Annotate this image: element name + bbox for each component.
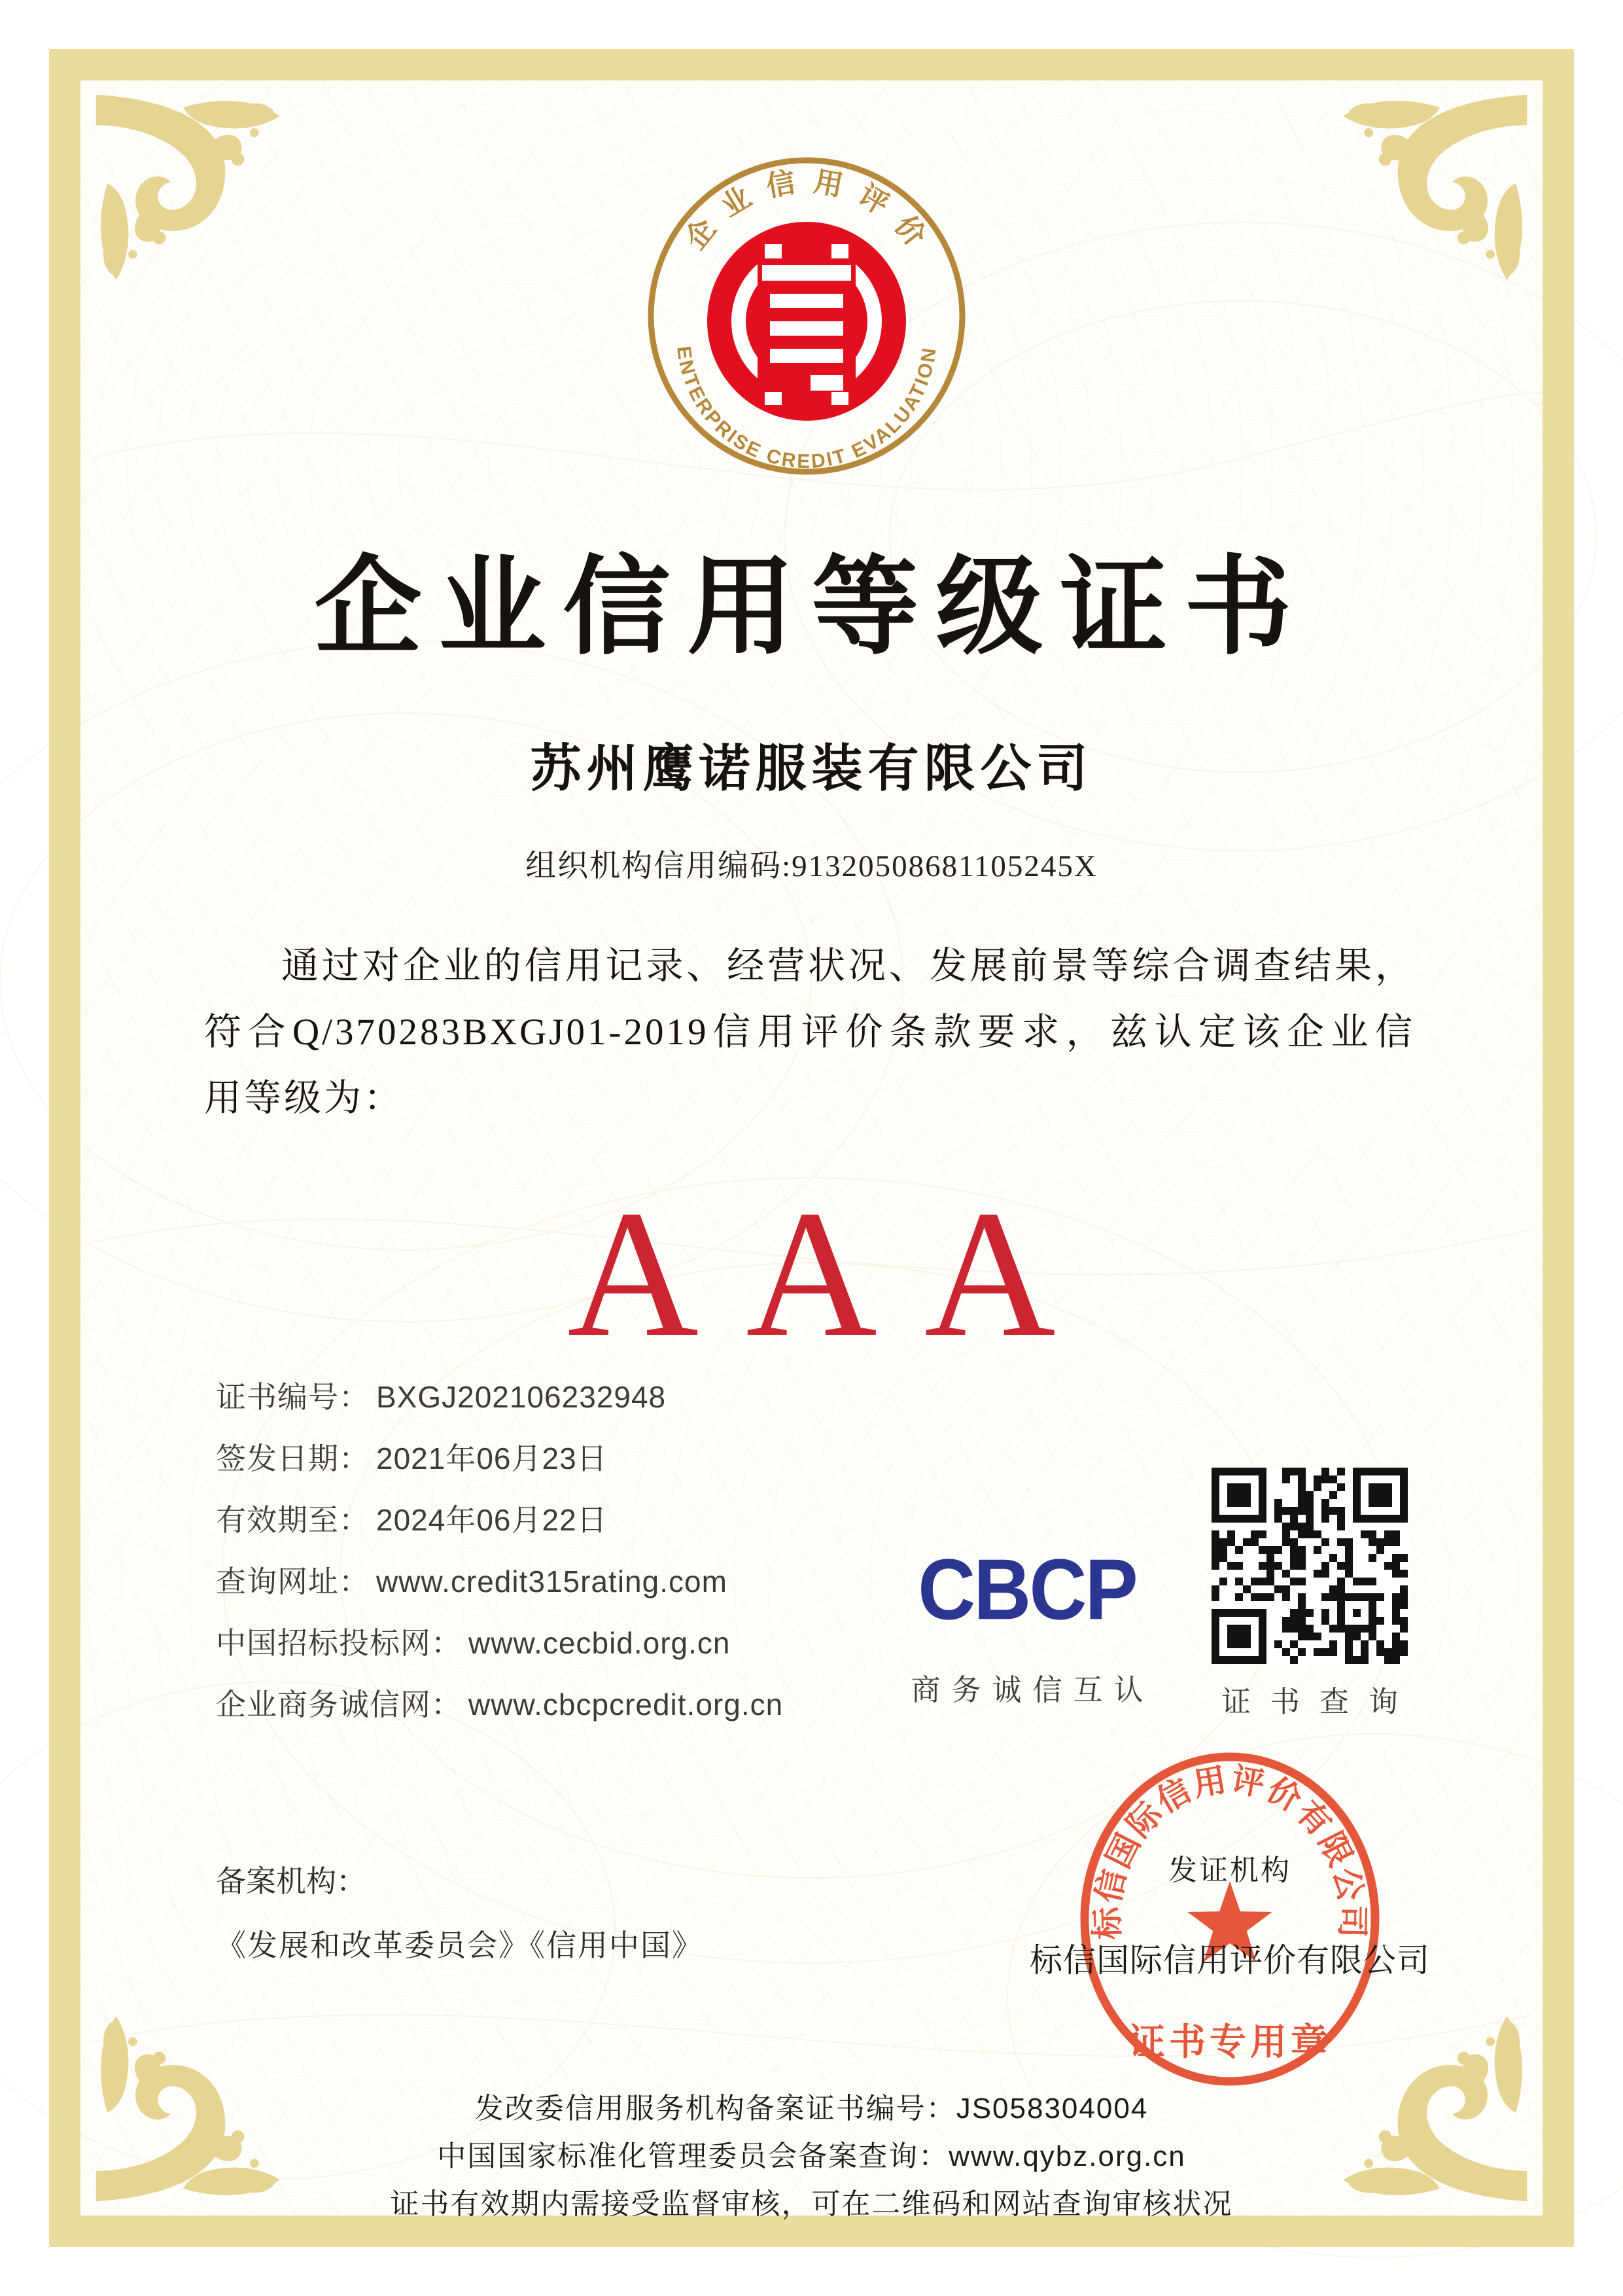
qr-caption: 证书查询 xyxy=(1221,1685,1418,1718)
issuer-seal-stamp-icon xyxy=(1060,1733,1400,2099)
footer-line-1: 发改委信用服务机构备案证书编号：JS058304004 xyxy=(474,2093,1149,2125)
company-name: 苏州鹰诺服装有限公司 xyxy=(530,739,1093,797)
detail-row-issue-date xyxy=(216,1443,783,1474)
seal-bottom-text: 证书专用章 xyxy=(1128,2021,1331,2062)
certificate-details xyxy=(216,1382,783,1751)
body-line-2: 符合Q/370283BXGJ01-2019信用评价条款要求，兹认定该企业信 xyxy=(204,1012,1415,1053)
detail-label: 企业商务诚信网： xyxy=(216,1687,462,1722)
footer-line-2: 中国国家标准化管理委员会备案查询：www.qybz.org.cn xyxy=(437,2140,1186,2172)
detail-row-query-url xyxy=(216,1566,783,1597)
detail-value: www.credit315rating.com xyxy=(376,1564,727,1598)
corner-ornament-top-left xyxy=(88,88,291,291)
org-credit-code: 组织机构信用编码:91320508681105245X xyxy=(525,849,1098,883)
detail-label: 证书编号： xyxy=(216,1380,370,1414)
detail-label: 签发日期： xyxy=(216,1441,370,1475)
certificate-title: 企业信用等级证书 xyxy=(314,549,1309,667)
cbcp-caption: 商务诚信互认 xyxy=(911,1673,1155,1706)
cbcp-block xyxy=(883,1541,1171,1708)
detail-label: 中国招标投标网： xyxy=(216,1626,462,1660)
filing-value: 《发展和改革委员会》《信用中国》 xyxy=(216,1928,703,1962)
seal-ring-text: 标信国际信用评价有限公司 xyxy=(1089,1761,1371,1940)
detail-value: www.cbcpcredit.org.cn xyxy=(468,1687,784,1722)
detail-row-cert-number xyxy=(216,1382,783,1412)
detail-value: BXGJ202106232948 xyxy=(376,1380,667,1414)
detail-label: 有效期至： xyxy=(216,1503,370,1537)
footer-notes xyxy=(0,2085,1623,2228)
detail-row-bidding-site xyxy=(216,1628,783,1658)
certificate-body xyxy=(204,933,1415,1131)
filing-agency-block xyxy=(216,1866,703,1960)
detail-value: www.cecbid.org.cn xyxy=(468,1626,731,1660)
credit-evaluation-logo-icon xyxy=(637,146,977,486)
cbcp-logo: CBCP xyxy=(918,1541,1136,1638)
qr-code xyxy=(1212,1468,1408,1664)
filing-label: 备案机构： xyxy=(216,1864,366,1898)
detail-label: 查询网址： xyxy=(216,1564,370,1598)
body-line-1: 通过对企业的信用记录、经营状况、发展前景等综合调查结果， xyxy=(281,945,1415,987)
logo-arc-bottom-text: ENTERPRISE CREDIT EVALUATION xyxy=(672,345,941,473)
detail-row-credit-site xyxy=(216,1689,783,1720)
detail-row-valid-until xyxy=(216,1505,783,1535)
issuer-label: 发证机构 xyxy=(1168,1854,1291,1886)
detail-value: 2024年06月22日 xyxy=(376,1503,608,1537)
body-line-3: 用等级为： xyxy=(204,1078,404,1119)
issuer-name: 标信国际信用评价有限公司 xyxy=(1030,1942,1430,1979)
credit-rating-grade: AAA xyxy=(567,1173,1103,1375)
logo-arc-top-text: 企 业 信 用 评 价 xyxy=(679,165,934,256)
corner-ornament-top-right xyxy=(1332,88,1535,291)
detail-value: 2021年06月23日 xyxy=(376,1441,608,1475)
footer-line-3: 证书有效期内需接受监督审核，可在二维码和网站查询审核状况 xyxy=(390,2188,1233,2220)
